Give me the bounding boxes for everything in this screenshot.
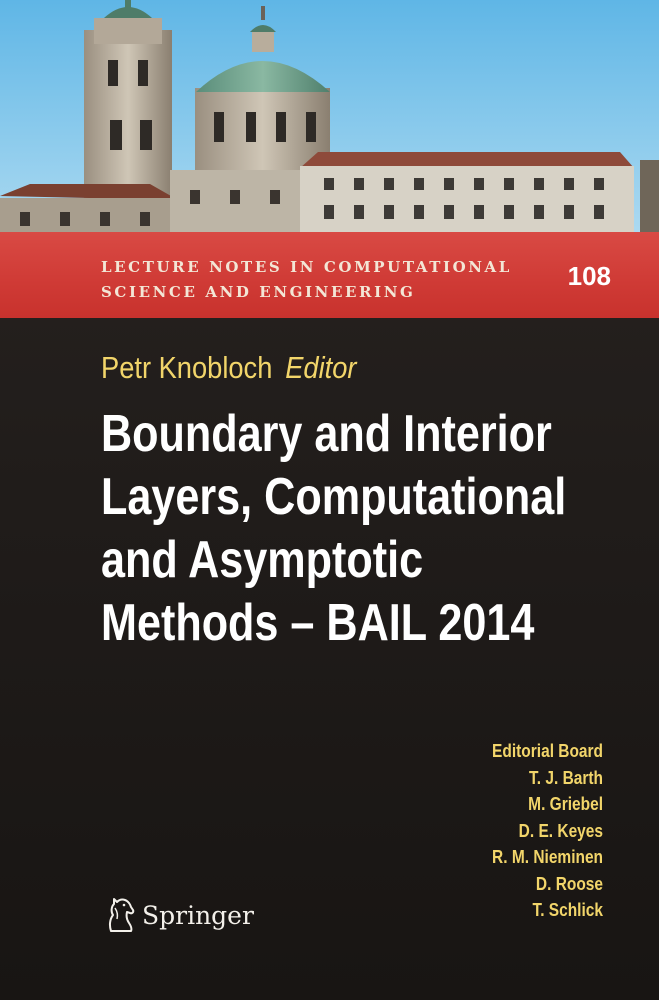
title-line-2: Layers, Computational <box>101 468 567 526</box>
title-line-3: and Asymptotic <box>101 531 424 589</box>
board-member: M. Griebel <box>528 794 603 814</box>
cover-photo-prague-baroque-church <box>0 0 659 262</box>
board-member: T. Schlick <box>532 900 603 920</box>
springer-horse-icon <box>102 895 136 935</box>
publisher-name: Springer <box>142 900 254 930</box>
title-line-4: Methods – BAIL 2014 <box>101 594 535 652</box>
board-member: D. E. Keyes <box>518 820 603 841</box>
series-name-line-2: SCIENCE AND ENGINEERING <box>101 283 416 301</box>
book-title <box>101 403 582 655</box>
series-name-line-1: LECTURE NOTES IN COMPUTATIONAL <box>101 258 512 276</box>
volume-number: 108 <box>567 261 611 291</box>
editor-role: Editor <box>285 350 357 385</box>
editor-line <box>101 350 357 386</box>
board-member: T. J. Barth <box>529 767 603 788</box>
editor-name: Petr Knobloch <box>101 350 273 385</box>
editorial-board <box>492 738 603 924</box>
publisher-logo <box>102 893 254 937</box>
board-member: D. Roose <box>535 873 603 894</box>
board-member: R. M. Nieminen <box>492 847 603 867</box>
editorial-board-heading: Editorial Board <box>492 741 603 761</box>
title-line-1: Boundary and Interior <box>101 405 552 463</box>
